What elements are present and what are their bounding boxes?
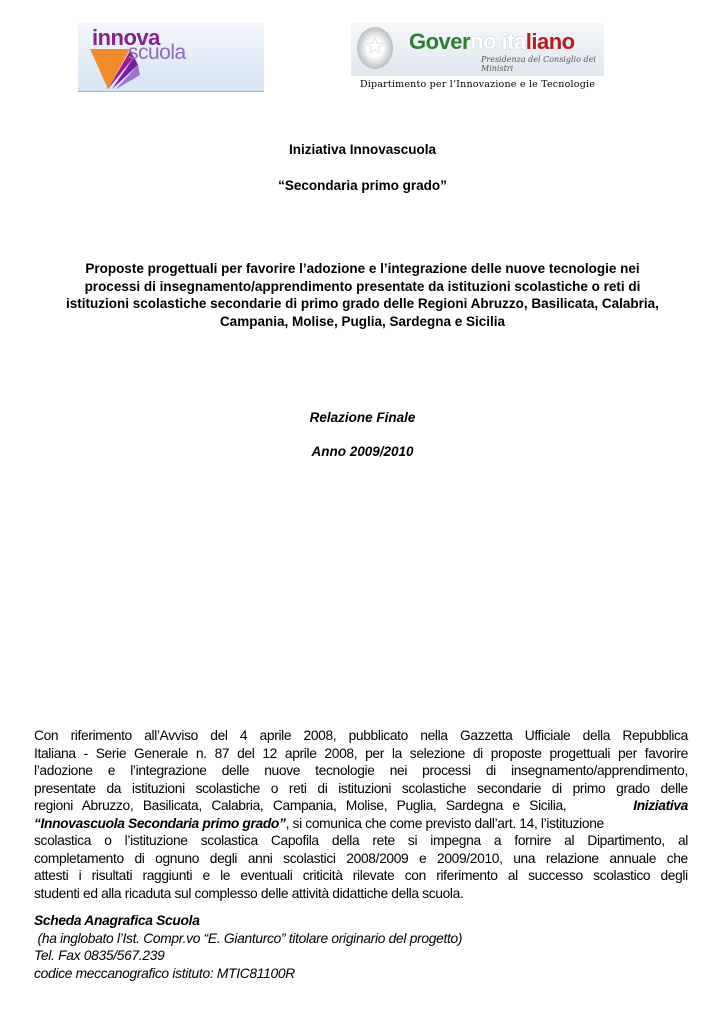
grade-title: “Secondaria primo grado” (278, 178, 447, 193)
emblem-icon: ★ (357, 27, 393, 69)
body-paragraph: Con riferimento all’Avviso del 4 aprile 2008, pubblicato nella Gazzetta Ufficiale della Repubblica Italiana - Serie Generale n. 87 del 12 aprile 2008, per la selezione di proposte progettuali per favorire l’adozione e l’integrazione delle nuove tecnologie nei processi di insegnamento/apprendimento, presentate da istituzioni scolastiche o reti di istituzioni scolastiche secondarie di primo grado delle regioni Abruzzo, Basilicata, Calabria, Campania, Molise, Puglia, Sardegna e Sicilia, Iniziativa “Innovascuola Secondaria primo grado” , si comunica che come previsto dall’art. 14, l’istituzione scolastica o l’istituzione scolastica Capofila della rete si impegna a fornire al Dipartimento, al completamento di ognuno degli anni scolastici 2008/2009 e 2009/2010, una relazione annuale che attesti i risultati raggiunti e le eventuali criticità rilevate con riferimento al successo scolastico degli studenti ed alla ricaduta sul complesso delle attività didattiche della scuola. (34, 728, 688, 901)
project-heading: Proposte progettuali per favorire l’adozione e l’integrazione delle nuove tecnologie nei processi di insegnamento/apprendimento presentate da istituzioni scolastiche o reti di istituzioni scolastiche secondarie di primo grado delle Regioni Abruzzo, Basilicata, Calabria, Campania, Molise, Puglia, Sardegna e Sicilia (66, 261, 659, 329)
governo-italiano-logo: ★ Governo italiano Presidenza del Consiglio dei Ministri (351, 23, 604, 76)
school-record: Scheda Anagrafica Scuola (ha inglobato l’Ist. Compr.vo “E. Gianturco” titolare originario del progetto) Tel. Fax 0835/567.239 codice meccanografico istituto: MTIC81100R (34, 913, 463, 981)
innovascuola-logo: innova scuola (78, 23, 264, 92)
initiative-title: Iniziativa Innovascuola (288, 142, 437, 157)
school-record-title: Scheda Anagrafica Scuola (34, 913, 200, 928)
department-name: Dipartimento per l’Innovazione e le Tecnologie (359, 79, 596, 90)
report-year: Anno 2009/2010 (311, 444, 414, 459)
report-label: Relazione Finale (309, 410, 416, 425)
